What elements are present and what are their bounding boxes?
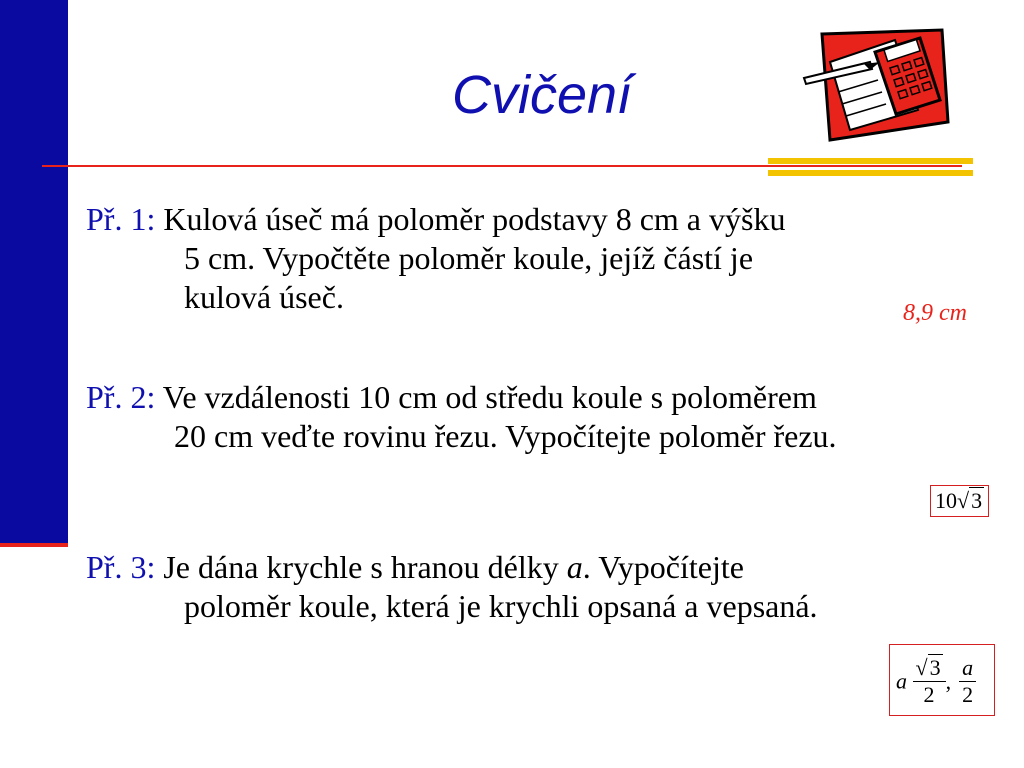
gold-rule-upper	[768, 158, 973, 164]
sidebar-band	[0, 0, 68, 545]
exercise-2-answer-coef: 10	[935, 488, 957, 513]
title-divider	[42, 165, 962, 167]
exercise-2-label: Př. 2:	[86, 379, 156, 415]
exercise-1-answer: 8,9 cm	[903, 300, 967, 326]
exercise-3-answer-frac-2	[959, 655, 976, 708]
exercise-3-line-2: poloměr koule, která je krychli opsaná a vepsaná.	[184, 588, 818, 625]
exercise-1	[86, 200, 785, 317]
exercise-3-variable: a	[566, 549, 583, 585]
exercise-1-line-1: Kulová úseč má poloměr podstavy 8 cm a výšku	[155, 201, 786, 237]
exercise-2	[86, 378, 837, 456]
exercise-2-line-2: 20 cm veďte rovinu řezu. Vypočítejte poloměr řezu.	[174, 418, 837, 455]
exercise-2-answer-radicand: 3	[971, 488, 983, 513]
exercise-2-line-1: Ve vzdálenosti 10 cm od středu koule s poloměrem	[155, 379, 817, 415]
exercise-3-answer-num-2: a	[959, 655, 976, 682]
exercise-3-answer-box	[889, 644, 995, 716]
gold-rule-lower	[768, 170, 973, 176]
sidebar-accent-line	[0, 543, 68, 547]
exercise-1-label: Př. 1:	[86, 201, 156, 237]
slide-title: Cvičení	[451, 65, 633, 125]
exercise-3-line-1-post: . Vypočítejte	[582, 549, 744, 585]
exercise-3-answer-radicand: 3	[929, 655, 941, 680]
exercise-3-line-1-pre: Je dána krychle s hranou délky	[155, 549, 567, 585]
exercise-3	[86, 548, 818, 626]
exercise-3-label: Př. 3:	[86, 549, 156, 585]
exercise-3-answer-var: a	[896, 668, 907, 694]
exercise-3-answer-den-2: 2	[962, 682, 974, 707]
exercise-3-answer-frac-1: $\frac{√3}{2}$	[913, 655, 946, 708]
exercise-3-answer-den-1: 2	[923, 682, 935, 707]
calculator-notepad-icon	[800, 22, 950, 142]
exercise-1-line-3: kulová úseč.	[184, 279, 344, 316]
exercise-2-answer-box: 10√3	[930, 485, 989, 517]
exercise-3-answer-separator: ,	[945, 668, 952, 694]
exercise-1-line-2: 5 cm. Vypočtěte poloměr koule, jejíž částí je	[184, 240, 754, 277]
